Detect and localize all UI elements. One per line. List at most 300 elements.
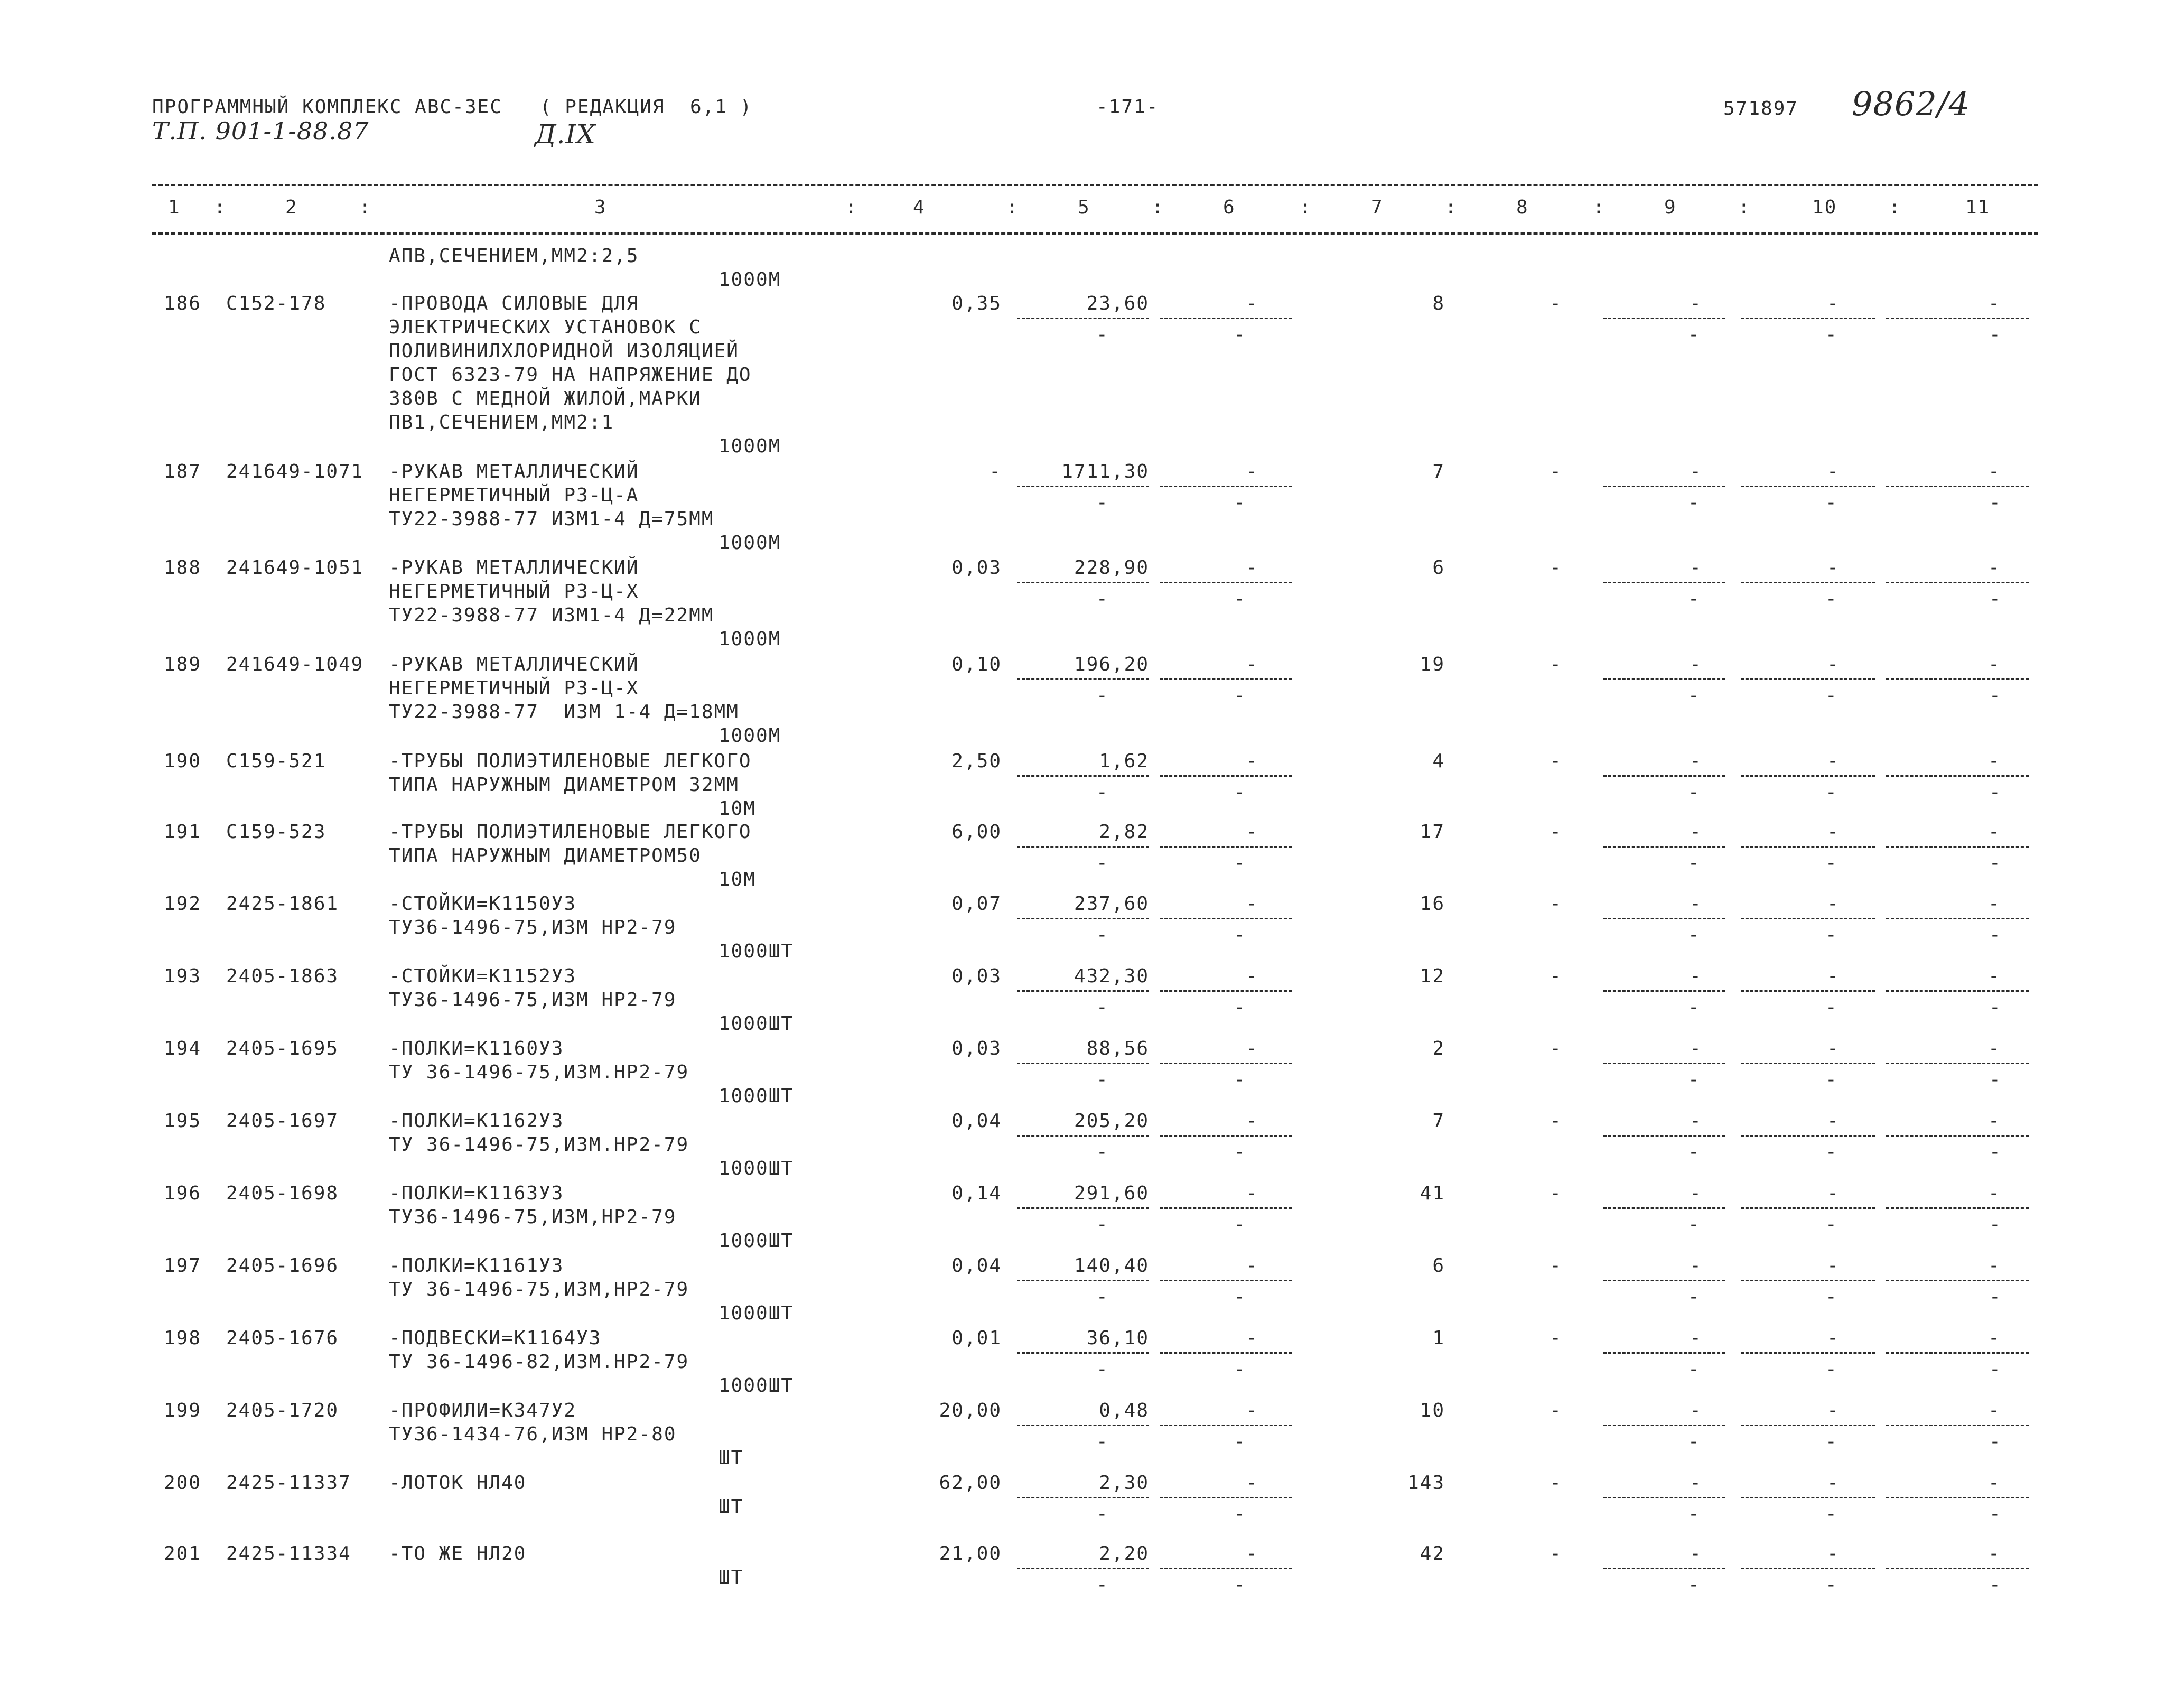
cell-column-6: - [1246,1472,1258,1494]
cell-column-10: - [1827,1110,1840,1132]
cell-secondary-value: - [1825,588,1838,610]
column-8-label: 8 [1516,197,1529,218]
cell-column-7: 19 [1420,654,1445,675]
cell-column-5: 1711,30 [1061,461,1149,482]
cell-divider [1741,1207,1875,1209]
cell-column-5: 291,60 [1074,1183,1149,1204]
cell-divider [1741,1425,1875,1426]
row-number: 187 [164,461,202,482]
column-separator: : [1738,197,1751,218]
cell-column-5: 140,40 [1074,1255,1149,1277]
cell-divider [1017,1063,1149,1064]
cell-secondary-value: - [1989,1214,2002,1235]
cell-secondary-value: - [1989,1503,2002,1525]
cell-divider [1160,678,1292,680]
cell-divider [1160,582,1292,583]
cell-column-7: 8 [1432,293,1445,314]
cell-secondary-value: - [1989,1141,2002,1163]
resource-code: 2405-1696 [226,1255,339,1277]
column-1-label: 1 [168,197,181,218]
cell-divider [1160,1497,1292,1498]
cell-column-4: 20,00 [939,1400,1002,1421]
cell-column-8: - [1550,1255,1562,1277]
cell-divider [1017,486,1149,487]
cell-secondary-value: - [1234,1503,1246,1525]
cell-column-5: 2,20 [1099,1543,1149,1565]
cell-secondary-value: - [1989,324,2002,346]
cell-column-6: - [1246,1183,1258,1204]
cell-divider [1886,318,2029,319]
cell-secondary-value: - [1096,1574,1109,1596]
column-separator: : [214,197,227,218]
column-5-label: 5 [1078,197,1090,218]
cell-secondary-value: - [1825,685,1838,706]
cell-column-6: - [1246,821,1258,843]
cell-divider [1741,318,1875,319]
row-description-line: ТИПА НАРУЖНЫМ ДИАМЕТРОМ 32ММ [389,774,739,796]
row-unit: ШТ [718,1447,744,1469]
cell-divider [1160,1135,1292,1137]
cell-secondary-value: - [1096,685,1109,706]
row-number: 190 [164,750,202,772]
cell-column-4: 0,01 [951,1327,1002,1349]
cell-column-9: - [1690,1327,1702,1349]
cell-secondary-value: - [1096,1214,1109,1235]
cell-column-6: - [1246,1543,1258,1565]
row-unit: 1000ШТ [718,1375,794,1397]
row-description-line: ТУ22-3988-77 ИЗМ1-4 Д=75ММ [389,508,714,530]
row-unit: 1000ШТ [718,1302,794,1324]
row-number: 200 [164,1472,202,1494]
cell-secondary-value: - [1989,1574,2002,1596]
cell-secondary-value: - [1825,924,1838,946]
row-number: 193 [164,965,202,987]
column-9-label: 9 [1664,197,1677,218]
row-unit: 1000ШТ [718,1158,794,1179]
resource-code: С152-178 [226,293,326,314]
cell-column-8: - [1550,821,1562,843]
cell-column-8: - [1550,750,1562,772]
cell-column-11: - [1988,1038,2001,1059]
row-description-line: ПОЛИВИНИЛХЛОРИДНОЙ ИЗОЛЯЦИЕЙ [389,340,739,362]
cell-column-5: 36,10 [1086,1327,1149,1349]
cell-divider [1603,1280,1725,1281]
cell-column-6: - [1246,654,1258,675]
cell-secondary-value: - [1096,588,1109,610]
cell-column-4: 0,03 [951,557,1002,579]
cell-divider [1741,582,1875,583]
cell-secondary-value: - [1234,1431,1246,1453]
row-description-line: -ЛОТОК НЛ40 [389,1472,527,1494]
cell-divider [1741,1352,1875,1354]
cell-secondary-value: - [1825,1503,1838,1525]
cell-column-7: 7 [1432,1110,1445,1132]
row-unit: 1000М [718,435,781,457]
cell-column-4: 0,07 [951,893,1002,915]
cell-column-4: 0,35 [951,293,1002,314]
cell-column-9: - [1690,821,1702,843]
cell-secondary-value: - [1234,781,1246,803]
cell-divider [1017,318,1149,319]
cell-divider [1160,486,1292,487]
column-separator: : [1593,197,1606,218]
cell-column-11: - [1988,1183,2001,1204]
cell-column-9: - [1690,654,1702,675]
row-number: 195 [164,1110,202,1132]
column-11-label: 11 [1965,197,1991,218]
row-description-line: -РУКАВ МЕТАЛЛИЧЕСКИЙ [389,461,639,482]
cell-secondary-value: - [1234,588,1246,610]
cell-column-8: - [1550,1183,1562,1204]
cell-divider [1160,1568,1292,1569]
cell-column-11: - [1988,654,2001,675]
row-unit: 1000ШТ [718,1230,794,1252]
row-description-line: ПВ1,СЕЧЕНИЕМ,ММ2:1 [389,412,614,433]
cell-column-6: - [1246,893,1258,915]
row-number: 199 [164,1400,202,1421]
cell-divider [1886,846,2029,848]
cell-column-9: - [1690,1472,1702,1494]
cell-divider [1603,1425,1725,1426]
cell-divider [1017,990,1149,992]
cell-secondary-value: - [1096,1069,1109,1091]
cell-column-5: 23,60 [1086,293,1149,314]
cell-divider [1741,990,1875,992]
cell-divider [1603,1135,1725,1137]
cell-secondary-value: - [1825,1069,1838,1091]
cell-column-11: - [1988,1327,2001,1349]
cell-divider [1603,1207,1725,1209]
row-number: 201 [164,1543,202,1565]
cell-column-8: - [1550,965,1562,987]
cell-column-6: - [1246,1038,1258,1059]
row-description-line: 380В С МЕДНОЙ ЖИЛОЙ,МАРКИ [389,388,702,409]
cell-column-4: 0,03 [951,965,1002,987]
cell-divider [1017,1568,1149,1569]
cell-secondary-value: - [1989,588,2002,610]
cell-secondary-value: - [1234,852,1246,874]
cell-secondary-value: - [1825,997,1838,1018]
cell-secondary-value: - [1825,492,1838,514]
cell-divider [1017,1135,1149,1137]
cell-secondary-value: - [1989,781,2002,803]
row-description-line: ТУ 36-1496-75,ИЗМ,НР2-79 [389,1279,689,1300]
row-description-line: -ПРОФИЛИ=К347У2 [389,1400,577,1421]
column-4-label: 4 [913,197,926,218]
cell-column-10: - [1827,557,1840,579]
cell-secondary-value: - [1989,1069,2002,1091]
cell-divider [1741,1497,1875,1498]
column-10-label: 10 [1812,197,1837,218]
cell-column-9: - [1690,293,1702,314]
cell-divider [1886,990,2029,992]
cell-column-11: - [1988,461,2001,482]
resource-code: 2405-1676 [226,1327,339,1349]
row-description-line: -ТО ЖЕ НЛ20 [389,1543,527,1565]
cell-secondary-value: - [1825,1431,1838,1453]
cell-column-6: - [1246,293,1258,314]
cell-column-4: - [989,461,1002,482]
resource-code: 2425-1861 [226,893,339,915]
cell-column-6: - [1246,750,1258,772]
cell-secondary-value: - [1096,781,1109,803]
cell-divider [1886,1135,2029,1137]
cell-secondary-value: - [1989,997,2002,1018]
row-description-line: НЕГЕРМЕТИЧНЫЙ Р3-Ц-Х [389,677,639,699]
cell-secondary-value: - [1688,324,1701,346]
cell-column-9: - [1690,965,1702,987]
cell-column-8: - [1550,557,1562,579]
row-description-line: ТУ 36-1496-75,ИЗМ.НР2-79 [389,1062,689,1083]
cell-column-9: - [1690,557,1702,579]
cell-secondary-value: - [1234,1574,1246,1596]
cell-column-6: - [1246,1110,1258,1132]
cell-secondary-value: - [1989,1431,2002,1453]
cell-divider [1160,846,1292,848]
cell-divider [1017,1207,1149,1209]
cell-divider [1603,678,1725,680]
cell-column-7: 1 [1432,1327,1445,1349]
cell-secondary-value: - [1234,1069,1246,1091]
column-separator: : [1445,197,1458,218]
row-description-line: ТУ 36-1496-82,ИЗМ.НР2-79 [389,1351,689,1373]
cell-divider [1741,775,1875,777]
cell-column-11: - [1988,893,2001,915]
cell-divider [1017,775,1149,777]
cell-secondary-value: - [1234,1214,1246,1235]
cell-divider [1886,775,2029,777]
row-description-line: -ТРУБЫ ПОЛИЭТИЛЕНОВЫЕ ЛЕГКОГО [389,750,752,772]
cell-column-8: - [1550,1543,1562,1565]
cell-secondary-value: - [1688,1141,1701,1163]
cell-divider [1603,775,1725,777]
sheet-mark: 9862/4 [1852,85,1971,123]
cell-column-9: - [1690,1543,1702,1565]
resource-code: 241649-1051 [226,557,364,579]
cell-secondary-value: - [1688,781,1701,803]
cell-divider [1886,582,2029,583]
cell-column-11: - [1988,1110,2001,1132]
row-description-line: -РУКАВ МЕТАЛЛИЧЕСКИЙ [389,654,639,675]
column-separator: : [1006,197,1019,218]
cell-column-8: - [1550,654,1562,675]
cell-column-10: - [1827,1472,1840,1494]
cell-column-5: 2,30 [1099,1472,1149,1494]
cell-secondary-value: - [1825,852,1838,874]
resource-code: С159-523 [226,821,326,843]
cell-column-9: - [1690,1110,1702,1132]
row-description-line: ТУ36-1434-76,ИЗМ НР2-80 [389,1423,677,1445]
cell-column-7: 7 [1432,461,1445,482]
cell-divider [1741,678,1875,680]
column-separator: : [359,197,372,218]
cell-divider [1017,1497,1149,1498]
cell-column-8: - [1550,1472,1562,1494]
row-description-line: -ПОЛКИ=К1160У3 [389,1038,564,1059]
cell-column-5: 432,30 [1074,965,1149,987]
row-number: 191 [164,821,202,843]
row-unit: ШТ [718,1567,744,1588]
row-unit: 1000М [718,628,781,650]
cell-column-10: - [1827,1183,1840,1204]
cell-column-11: - [1988,1400,2001,1421]
cell-column-8: - [1550,1400,1562,1421]
cell-column-10: - [1827,821,1840,843]
carryover-unit: 1000М [718,269,781,291]
document-code: 571897 [1723,98,1799,119]
row-description-line: ГОСТ 6323-79 НА НАПРЯЖЕНИЕ ДО [389,364,752,386]
cell-secondary-value: - [1688,1214,1701,1235]
cell-secondary-value: - [1989,685,2002,706]
cell-divider [1886,486,2029,487]
program-title: ПРОГРАММНЫЙ КОМПЛЕКС АВС-3ЕС ( РЕДАКЦИЯ 6,1 ) [152,96,753,118]
cell-divider [1741,918,1875,919]
cell-divider [1160,1207,1292,1209]
resource-code: 2405-1698 [226,1183,339,1204]
cell-column-8: - [1550,1110,1562,1132]
cell-secondary-value: - [1825,1358,1838,1380]
row-description-line: ТУ22-3988-77 ИЗМ 1-4 Д=18ММ [389,701,739,723]
cell-secondary-value: - [1234,1358,1246,1380]
cell-divider [1741,1135,1875,1137]
row-description-line: -СТОЙКИ=К1150У3 [389,893,577,915]
section-mark: Д.IX [535,119,596,150]
cell-secondary-value: - [1688,924,1701,946]
cell-column-8: - [1550,293,1562,314]
cell-divider [1886,1568,2029,1569]
row-number: 198 [164,1327,202,1349]
cell-column-10: - [1827,893,1840,915]
column-6-label: 6 [1223,197,1236,218]
cell-column-9: - [1690,1183,1702,1204]
row-number: 186 [164,293,202,314]
cell-divider [1741,846,1875,848]
header-top-rule [152,184,2038,186]
row-description-line: ТУ36-1496-75,ИЗМ,НР2-79 [389,1206,677,1228]
row-description-line: ТУ 36-1496-75,ИЗМ.НР2-79 [389,1134,689,1156]
row-number: 192 [164,893,202,915]
cell-column-7: 12 [1420,965,1445,987]
cell-secondary-value: - [1688,1503,1701,1525]
row-number: 196 [164,1183,202,1204]
cell-divider [1603,1063,1725,1064]
cell-column-4: 0,04 [951,1255,1002,1277]
cell-column-4: 62,00 [939,1472,1002,1494]
cell-column-11: - [1988,750,2001,772]
cell-divider [1886,1425,2029,1426]
column-separator: : [1889,197,1901,218]
cell-divider [1603,486,1725,487]
cell-divider [1886,1207,2029,1209]
cell-divider [1741,1063,1875,1064]
row-description-line: НЕГЕРМЕТИЧНЫЙ Р3-Ц-А [389,485,639,506]
cell-secondary-value: - [1234,492,1246,514]
cell-column-9: - [1690,1400,1702,1421]
column-2-label: 2 [285,197,298,218]
cell-secondary-value: - [1096,1503,1109,1525]
cell-column-4: 0,14 [951,1183,1002,1204]
cell-column-5: 205,20 [1074,1110,1149,1132]
cell-divider [1017,582,1149,583]
cell-secondary-value: - [1989,492,2002,514]
cell-column-4: 6,00 [951,821,1002,843]
cell-secondary-value: - [1825,1286,1838,1308]
cell-column-11: - [1988,1472,2001,1494]
cell-column-11: - [1988,557,2001,579]
cell-column-9: - [1690,750,1702,772]
cell-column-4: 2,50 [951,750,1002,772]
cell-secondary-value: - [1234,1286,1246,1308]
cell-column-7: 16 [1420,893,1445,915]
row-number: 197 [164,1255,202,1277]
row-unit: ШТ [718,1496,744,1518]
cell-divider [1886,1063,2029,1064]
cell-secondary-value: - [1688,588,1701,610]
resource-code: 2405-1863 [226,965,339,987]
resource-code: С159-521 [226,750,326,772]
cell-column-10: - [1827,1543,1840,1565]
cell-divider [1603,1352,1725,1354]
cell-column-4: 0,10 [951,654,1002,675]
cell-column-6: - [1246,1400,1258,1421]
resource-code: 2425-11334 [226,1543,351,1565]
cell-divider [1160,1425,1292,1426]
column-7-label: 7 [1371,197,1384,218]
cell-divider [1017,918,1149,919]
cell-column-7: 6 [1432,1255,1445,1277]
cell-secondary-value: - [1688,1358,1701,1380]
cell-divider [1160,1352,1292,1354]
cell-column-7: 41 [1420,1183,1445,1204]
cell-column-10: - [1827,654,1840,675]
cell-divider [1017,1425,1149,1426]
cell-column-5: 196,20 [1074,654,1149,675]
cell-column-9: - [1690,461,1702,482]
row-unit: 10М [718,869,757,890]
project-reference: Т.П. 901-1-88.87 [152,117,369,145]
cell-column-11: - [1988,821,2001,843]
resource-code: 2425-11337 [226,1472,351,1494]
cell-secondary-value: - [1688,852,1701,874]
cell-column-10: - [1827,1327,1840,1349]
column-3-label: 3 [594,197,607,218]
cell-divider [1017,678,1149,680]
column-separator: : [1300,197,1312,218]
cell-secondary-value: - [1096,492,1109,514]
row-description-line: -ПОЛКИ=К1161У3 [389,1255,564,1277]
page-number: -171- [1096,96,1159,118]
cell-divider [1603,846,1725,848]
carryover-description: АПВ,СЕЧЕНИЕМ,ММ2:2,5 [389,245,639,267]
row-description-line: -ПОДВЕСКИ=К1164У3 [389,1327,602,1349]
cell-secondary-value: - [1825,781,1838,803]
row-unit: 1000ШТ [718,941,794,962]
cell-column-10: - [1827,1255,1840,1277]
cell-column-4: 0,04 [951,1110,1002,1132]
cell-divider [1017,846,1149,848]
cell-secondary-value: - [1096,852,1109,874]
cell-secondary-value: - [1096,1286,1109,1308]
cell-column-11: - [1988,1543,2001,1565]
cell-column-6: - [1246,1327,1258,1349]
cell-secondary-value: - [1825,1141,1838,1163]
cell-secondary-value: - [1096,1141,1109,1163]
cell-secondary-value: - [1688,1069,1701,1091]
cell-divider [1160,1280,1292,1281]
cell-column-10: - [1827,1400,1840,1421]
cell-secondary-value: - [1688,997,1701,1018]
cell-column-7: 2 [1432,1038,1445,1059]
